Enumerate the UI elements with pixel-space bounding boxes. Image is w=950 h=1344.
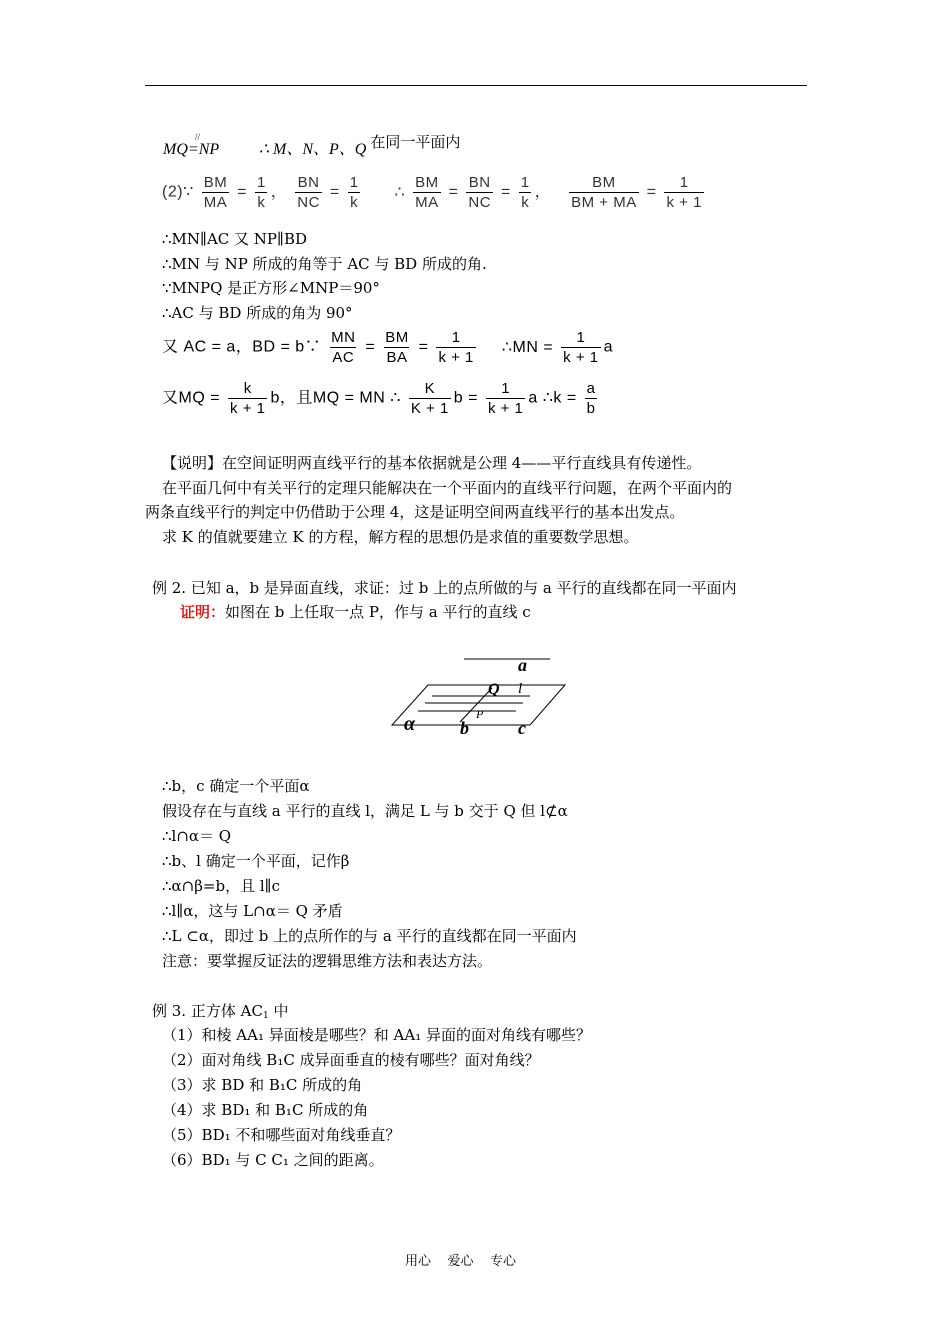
- ex3-item-3: （3）求 BD 和 B₁C 所成的角: [162, 1076, 363, 1094]
- because-symbol: ∵: [183, 183, 194, 201]
- frac-den: NC: [468, 194, 492, 211]
- equals-sign: =: [418, 338, 429, 356]
- frac-den: AC: [332, 349, 355, 366]
- frac-num: BN: [468, 174, 491, 191]
- frac-num: K: [424, 380, 436, 397]
- proof-label: 证明：: [180, 603, 226, 621]
- equals-sign: =: [329, 183, 340, 201]
- label-c: c: [518, 718, 526, 738]
- ex3-item-1: （1）和棱 AA₁ 异面棱是哪些？和 AA₁ 异面的面对角线有哪些？: [162, 1026, 591, 1044]
- fraction-1-k1: [486, 380, 525, 417]
- step-6: ∴l∥α，这与 L∩α＝ Q 矛盾: [162, 902, 343, 920]
- fraction-1-k: [255, 174, 268, 211]
- frac-num: 1: [451, 329, 461, 346]
- equation-4: [162, 380, 600, 417]
- frac-den: k: [521, 194, 530, 211]
- frac-num: BM: [415, 174, 439, 191]
- equals-sign: =: [365, 338, 376, 356]
- ex3-title-text: 例 3. 正方体 AC: [152, 1002, 263, 1020]
- frac-num: BM: [385, 329, 409, 346]
- frac-den: K + 1: [410, 400, 449, 417]
- eq3-prefix: 又 AC = a，BD = b∵: [162, 338, 322, 356]
- fraction-bm-ma: [202, 174, 230, 211]
- step-1: ∴b，c 确定一个平面α: [162, 777, 310, 795]
- equals-sign: =: [501, 183, 511, 201]
- fraction-bn-nc: [466, 174, 493, 211]
- fraction-1-k: [519, 174, 532, 211]
- parallel-equal-line: [163, 132, 461, 159]
- frac-num: 1: [256, 174, 266, 191]
- step-8: 注意：要掌握反证法的逻辑思维方法和表达方法。: [162, 952, 493, 970]
- frac-num: 1: [520, 174, 530, 191]
- same-plane-text: 在同一平面内: [370, 133, 461, 151]
- ex3-title-sub: 1: [262, 1011, 269, 1021]
- ex3-item-5: （5）BD₁ 不和哪些面对角线垂直？: [162, 1126, 401, 1144]
- frac-den: k + 1: [438, 349, 474, 366]
- frac-num: BN: [297, 174, 320, 191]
- frac-den: k: [350, 194, 359, 211]
- fraction-1-k1: [561, 329, 600, 366]
- fraction-bm-ba: [383, 329, 411, 366]
- frac-num: a: [586, 380, 596, 397]
- step-5: ∴α∩β=b，且 l∥c: [162, 877, 280, 895]
- label-a: a: [518, 655, 527, 675]
- fraction-bm-ma: [413, 174, 441, 211]
- proof-text: 如图在 b 上任取一点 P，作与 a 平行的直线 c: [225, 603, 531, 621]
- fraction-1-k: [348, 174, 361, 211]
- frac-num: BM: [203, 174, 228, 191]
- note-line-2: 在平面几何中有关平行的定理只能解决在一个平面内的直线平行问题，在两个平面内的: [162, 479, 733, 497]
- ex3-title-tail: 中: [268, 1002, 289, 1020]
- points-text: M、N、P、Q: [273, 141, 367, 158]
- fraction-bn-nc: [295, 174, 322, 211]
- eq3-tail: a: [603, 338, 613, 356]
- np-text: =NP: [187, 141, 219, 158]
- fraction-mn-ac: [329, 329, 357, 366]
- reason-line-2: ∴MN 与 NP 所成的角等于 AC 与 BD 所成的角.: [162, 255, 487, 273]
- step-3: ∴l∩α＝ Q: [162, 827, 232, 845]
- plane-figure: [380, 650, 580, 745]
- equals-sign: =: [448, 183, 459, 201]
- frac-den: k + 1: [487, 400, 524, 417]
- equation-3: [162, 329, 613, 366]
- ex3-item-2: （2）面对角线 B₁C 成异面垂直的棱有哪些？面对角线？: [162, 1051, 540, 1069]
- frac-num: 1: [349, 174, 359, 191]
- fraction-k-k1: [228, 380, 267, 417]
- frac-den: MA: [415, 194, 439, 211]
- ex3-item-4: （4）求 BD₁ 和 B₁C 所成的角: [162, 1101, 369, 1119]
- eq4-middle-1: b，且MQ = MN ∴: [270, 389, 401, 407]
- example-3-title: [152, 1000, 288, 1021]
- ex3-item-6: （6）BD₁ 与 C C₁ 之间的距离。: [162, 1151, 384, 1169]
- label-P: P: [476, 707, 484, 721]
- frac-den: k + 1: [230, 400, 266, 417]
- eq4-middle-2: b =: [453, 389, 478, 407]
- frac-den: b: [586, 400, 596, 417]
- comma: ，: [270, 183, 288, 201]
- frac-den: k + 1: [563, 349, 599, 366]
- header-rule: [145, 85, 807, 86]
- note-line-1: 【说明】在空间证明两直线平行的基本依据就是公理 4——平行直线具有传递性。: [162, 454, 702, 472]
- frac-den: MA: [203, 194, 228, 211]
- mq-text: MQ: [163, 141, 188, 158]
- page-footer: 用心 爱心 专心: [405, 1254, 517, 1269]
- frac-den: BA: [386, 349, 408, 366]
- eq2-label: (2): [162, 183, 184, 201]
- eq3-middle: ∴MN =: [501, 338, 554, 356]
- equation-2: [162, 174, 707, 211]
- frac-den: BM + MA: [571, 194, 637, 211]
- parallel-mark: //: [195, 132, 201, 142]
- frac-num: BM: [592, 174, 616, 191]
- fraction-bm-sum: [569, 174, 639, 211]
- frac-num: 1: [501, 380, 511, 397]
- frac-num: 1: [576, 329, 586, 346]
- frac-den: k: [257, 194, 266, 211]
- fraction-1-k1: [436, 329, 475, 366]
- fraction-1-k1: [664, 174, 703, 211]
- eq4-prefix: 又MQ =: [162, 389, 221, 407]
- step-2: 假设存在与直线 a 平行的直线 l，满足 L 与 b 交于 Q 但 l⊄α: [162, 802, 568, 820]
- fraction-a-b: [585, 380, 598, 417]
- therefore-symbol: ∴: [258, 141, 270, 158]
- equals-sign: =: [237, 183, 247, 201]
- frac-den: NC: [297, 194, 320, 211]
- reason-line-1: ∴MN∥AC 又 NP∥BD: [162, 230, 307, 248]
- step-7: ∴L ⊂α，即过 b 上的点所作的与 a 平行的直线都在同一平面内: [162, 927, 577, 945]
- note-line-3: 两条直线平行的判定中仍借助于公理 4，这是证明空间两直线平行的基本出发点。: [145, 503, 685, 521]
- frac-den: k + 1: [666, 194, 702, 211]
- proof-line: [180, 601, 531, 622]
- step-4: ∴b、l 确定一个平面，记作β: [162, 852, 350, 870]
- comma: ，: [534, 183, 552, 201]
- label-Q: Q: [488, 681, 500, 698]
- frac-num: 1: [679, 174, 689, 191]
- fraction-K-K1: [409, 380, 451, 417]
- example-2-title: 例 2. 已知 a，b 是异面直线，求证：过 b 上的点所做的与 a 平行的直线都在同一平面内: [152, 579, 737, 597]
- reason-line-3: ∵MNPQ 是正方形∠MNP＝90°: [162, 279, 380, 297]
- eq4-middle-3: a ∴k =: [528, 389, 577, 407]
- frac-num: k: [243, 380, 252, 397]
- label-alpha: α: [404, 713, 416, 735]
- reason-line-4: ∴AC 与 BD 所成的角为 90°: [162, 304, 353, 322]
- note-line-4: 求 K 的值就要建立 K 的方程，解方程的思想仍是求值的重要数学思想。: [162, 528, 639, 546]
- equals-sign: =: [646, 183, 657, 201]
- therefore-symbol: ∴: [394, 183, 406, 201]
- frac-num: MN: [331, 329, 356, 346]
- label-l: l: [518, 681, 523, 697]
- label-b: b: [460, 718, 469, 738]
